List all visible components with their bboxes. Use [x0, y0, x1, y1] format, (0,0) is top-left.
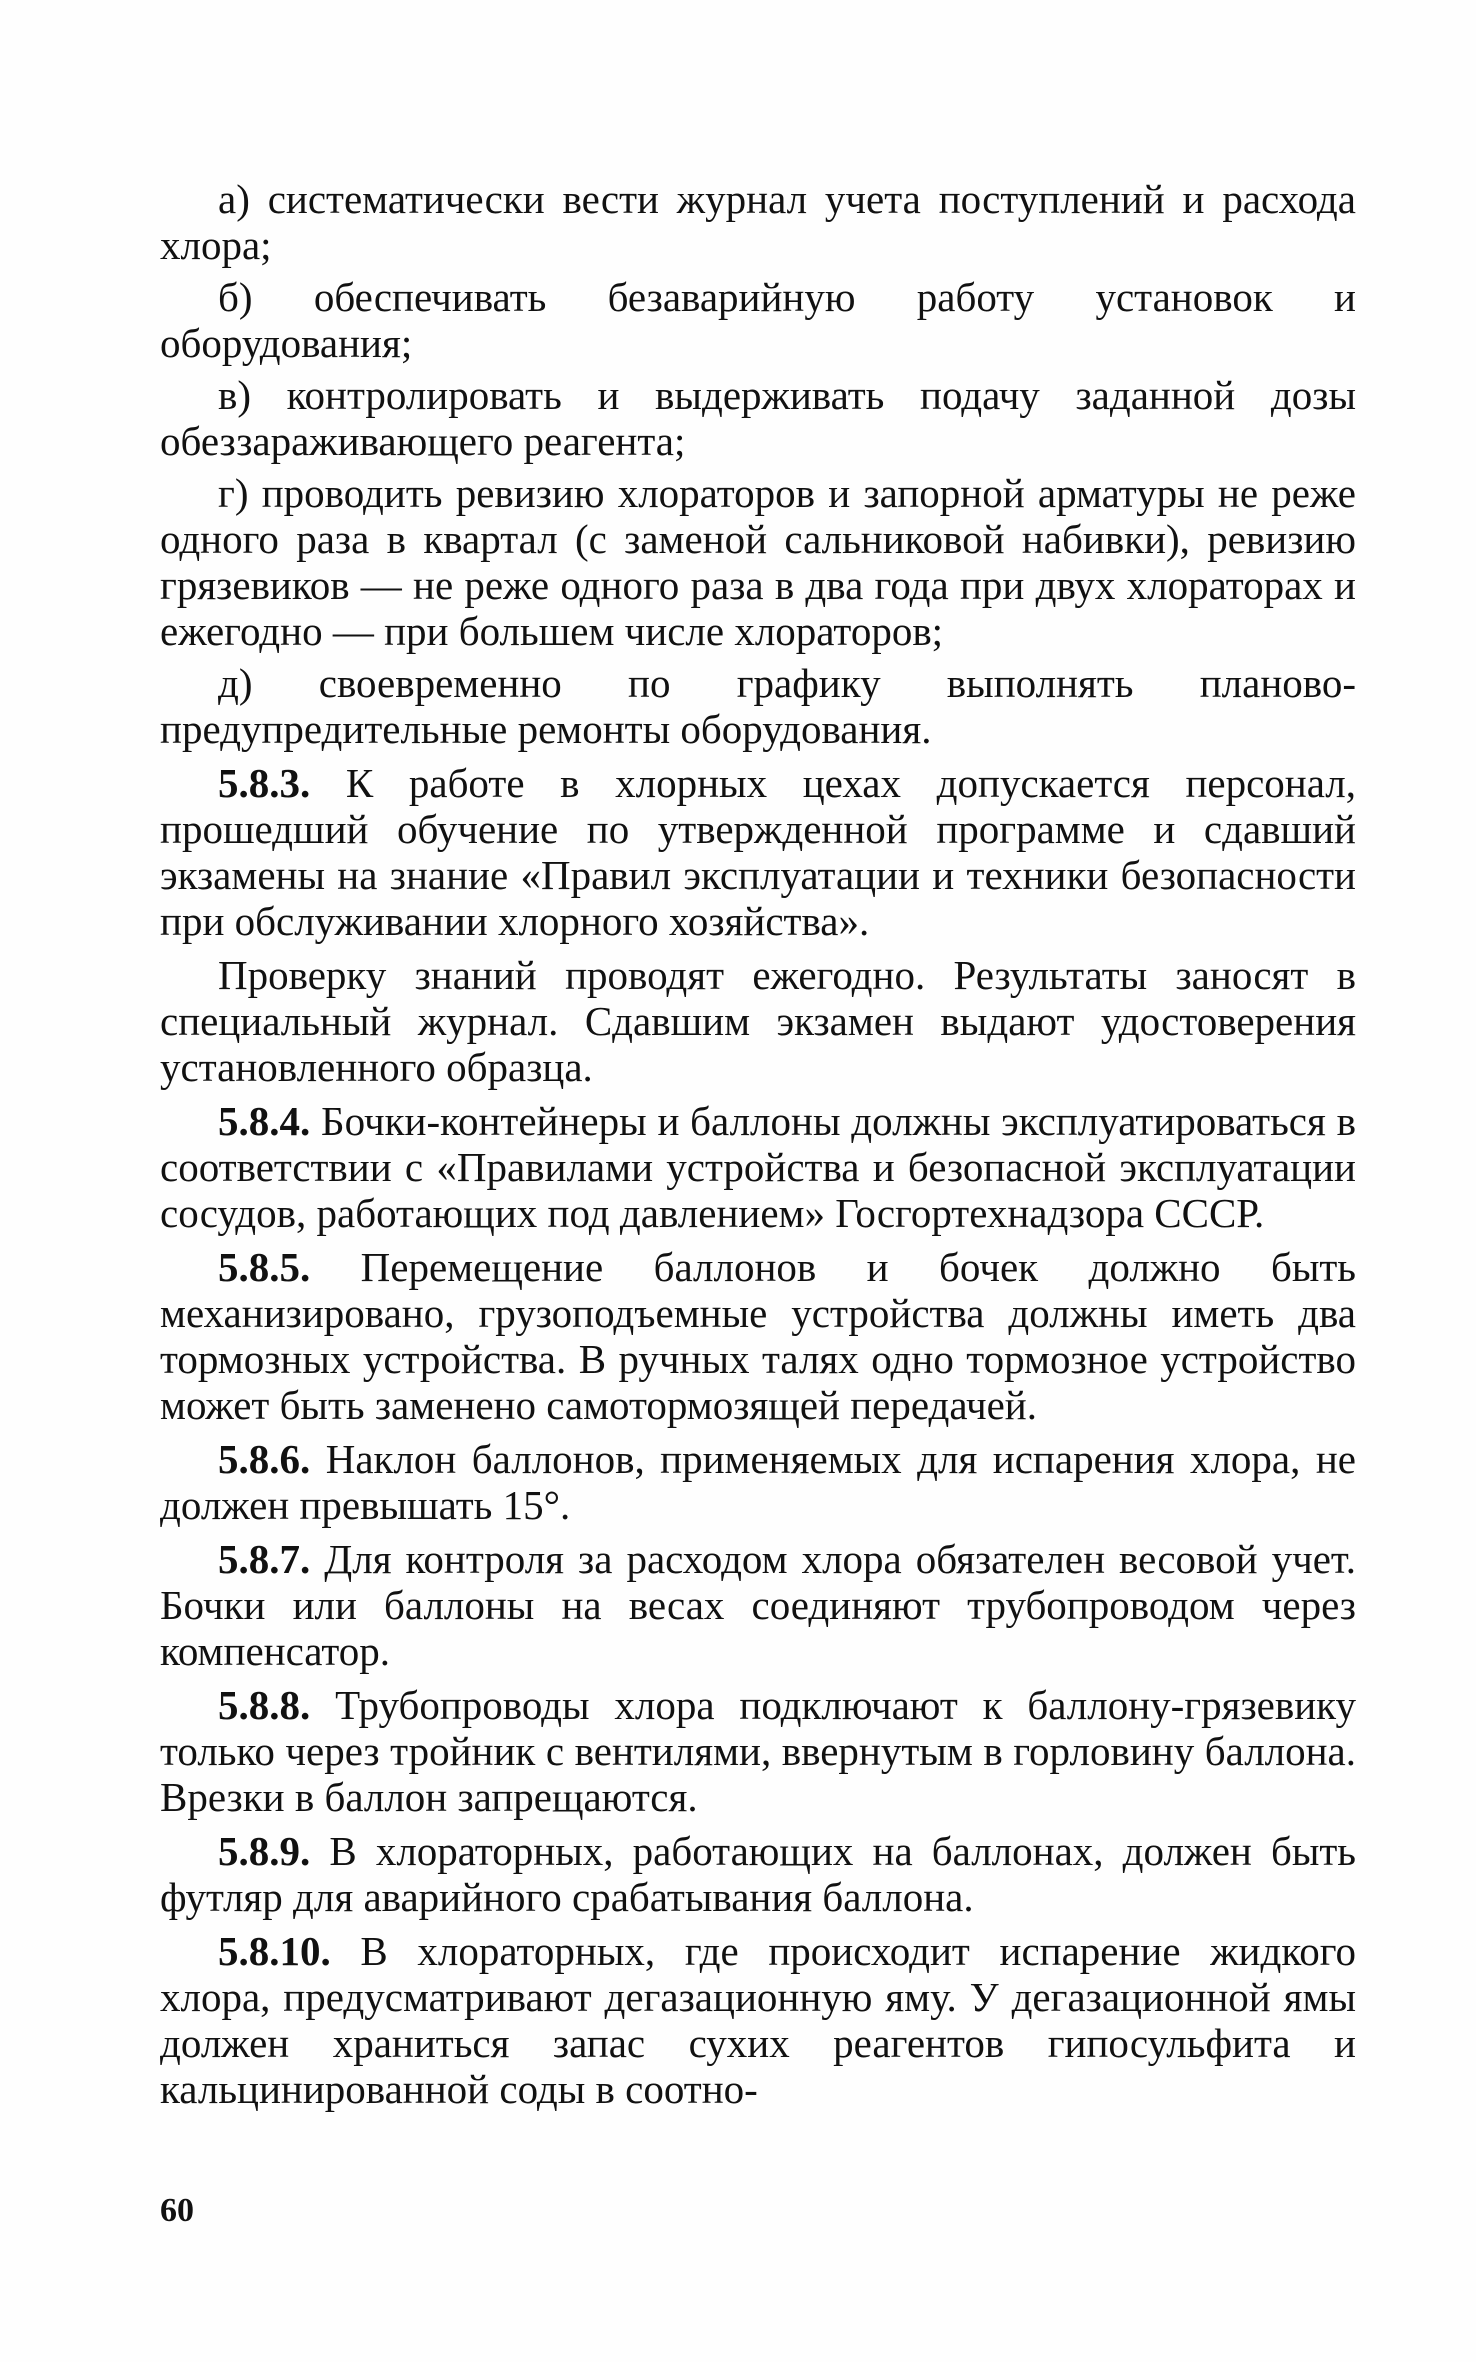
section-5-8-8: [160, 1682, 1356, 1820]
section-number: 5.8.6.: [218, 1436, 311, 1482]
body-text: [160, 176, 1356, 2120]
section-number: 5.8.8.: [218, 1682, 311, 1728]
section-text: К работе в хлорных цехах допускается персонал, прошедший обучение по утвержденной программе и сдавший экзамены на знание «Правил эксплуатации и техники безопасности при обслуживании хлорного хозяйства».: [160, 760, 1356, 944]
section-number: 5.8.10.: [218, 1928, 331, 1974]
section-number: 5.8.9.: [218, 1828, 311, 1874]
paragraph-d: д) своевременно по графику выполнять планово-предупредительные ремонты оборудования.: [160, 660, 1356, 752]
paragraph-g: г) проводить ревизию хлораторов и запорной арматуры не реже одного раза в квартал (с заменой сальниковой набивки), ревизию грязевиков — не реже одного раза в два года при двух хлораторах и ежегодно — при большем числе хлораторов;: [160, 470, 1356, 654]
section-number: 5.8.5.: [218, 1244, 311, 1290]
section-text: Наклон баллонов, применяемых для испарения хлора, не должен превышать 15°.: [160, 1436, 1356, 1528]
section-number: 5.8.7.: [218, 1536, 311, 1582]
section-5-8-7: [160, 1536, 1356, 1674]
page-number: 60: [160, 2192, 194, 2229]
section-text: В хлораторных, работающих на баллонах, должен быть футляр для аварийного срабатывания баллона.: [160, 1828, 1356, 1920]
section-text: Трубопроводы хлора подключают к баллону-грязевику только через тройник с вентилями, ввернутым в горловину баллона. Врезки в баллон запрещаются.: [160, 1682, 1356, 1820]
section-text: В хлораторных, где происходит испарение жидкого хлора, предусматривают дегазационную яму. У дегазационной ямы должен храниться запас сухих реагентов гипосульфита и кальцинированной соды в соотно-: [160, 1928, 1356, 2112]
section-text: Для контроля за расходом хлора обязателен весовой учет. Бочки или баллоны на весах соединяют трубопроводом через компенсатор.: [160, 1536, 1356, 1674]
section-5-8-6: [160, 1436, 1356, 1528]
section-number: 5.8.4.: [218, 1098, 311, 1144]
section-5-8-4: [160, 1098, 1356, 1236]
paragraph-v: в) контролировать и выдерживать подачу заданной дозы обеззараживающего реагента;: [160, 372, 1356, 464]
section-text: Бочки-контейнеры и баллоны должны эксплуатироваться в соответствии с «Правилами устройства и безопасной эксплуатации сосудов, работающих под давлением» Госгортехнадзора СССР.: [160, 1098, 1356, 1236]
section-number: 5.8.3.: [218, 760, 311, 806]
section-5-8-5: [160, 1244, 1356, 1428]
paragraph-a: а) систематически вести журнал учета поступлений и расхода хлора;: [160, 176, 1356, 268]
paragraph-b: б) обеспечивать безаварийную работу установок и оборудования;: [160, 274, 1356, 366]
section-5-8-3: [160, 760, 1356, 944]
section-5-8-3-continued: Проверку знаний проводят ежегодно. Результаты заносят в специальный журнал. Сдавшим экзамен выдают удостоверения установленного образца.: [160, 952, 1356, 1090]
section-text: Перемещение баллонов и бочек должно быть механизировано, грузоподъемные устройства должны иметь два тормозных устройства. В ручных талях одно тормозное устройство может быть заменено самотормозящей передачей.: [160, 1244, 1356, 1428]
section-5-8-9: [160, 1828, 1356, 1920]
section-5-8-10: [160, 1928, 1356, 2112]
